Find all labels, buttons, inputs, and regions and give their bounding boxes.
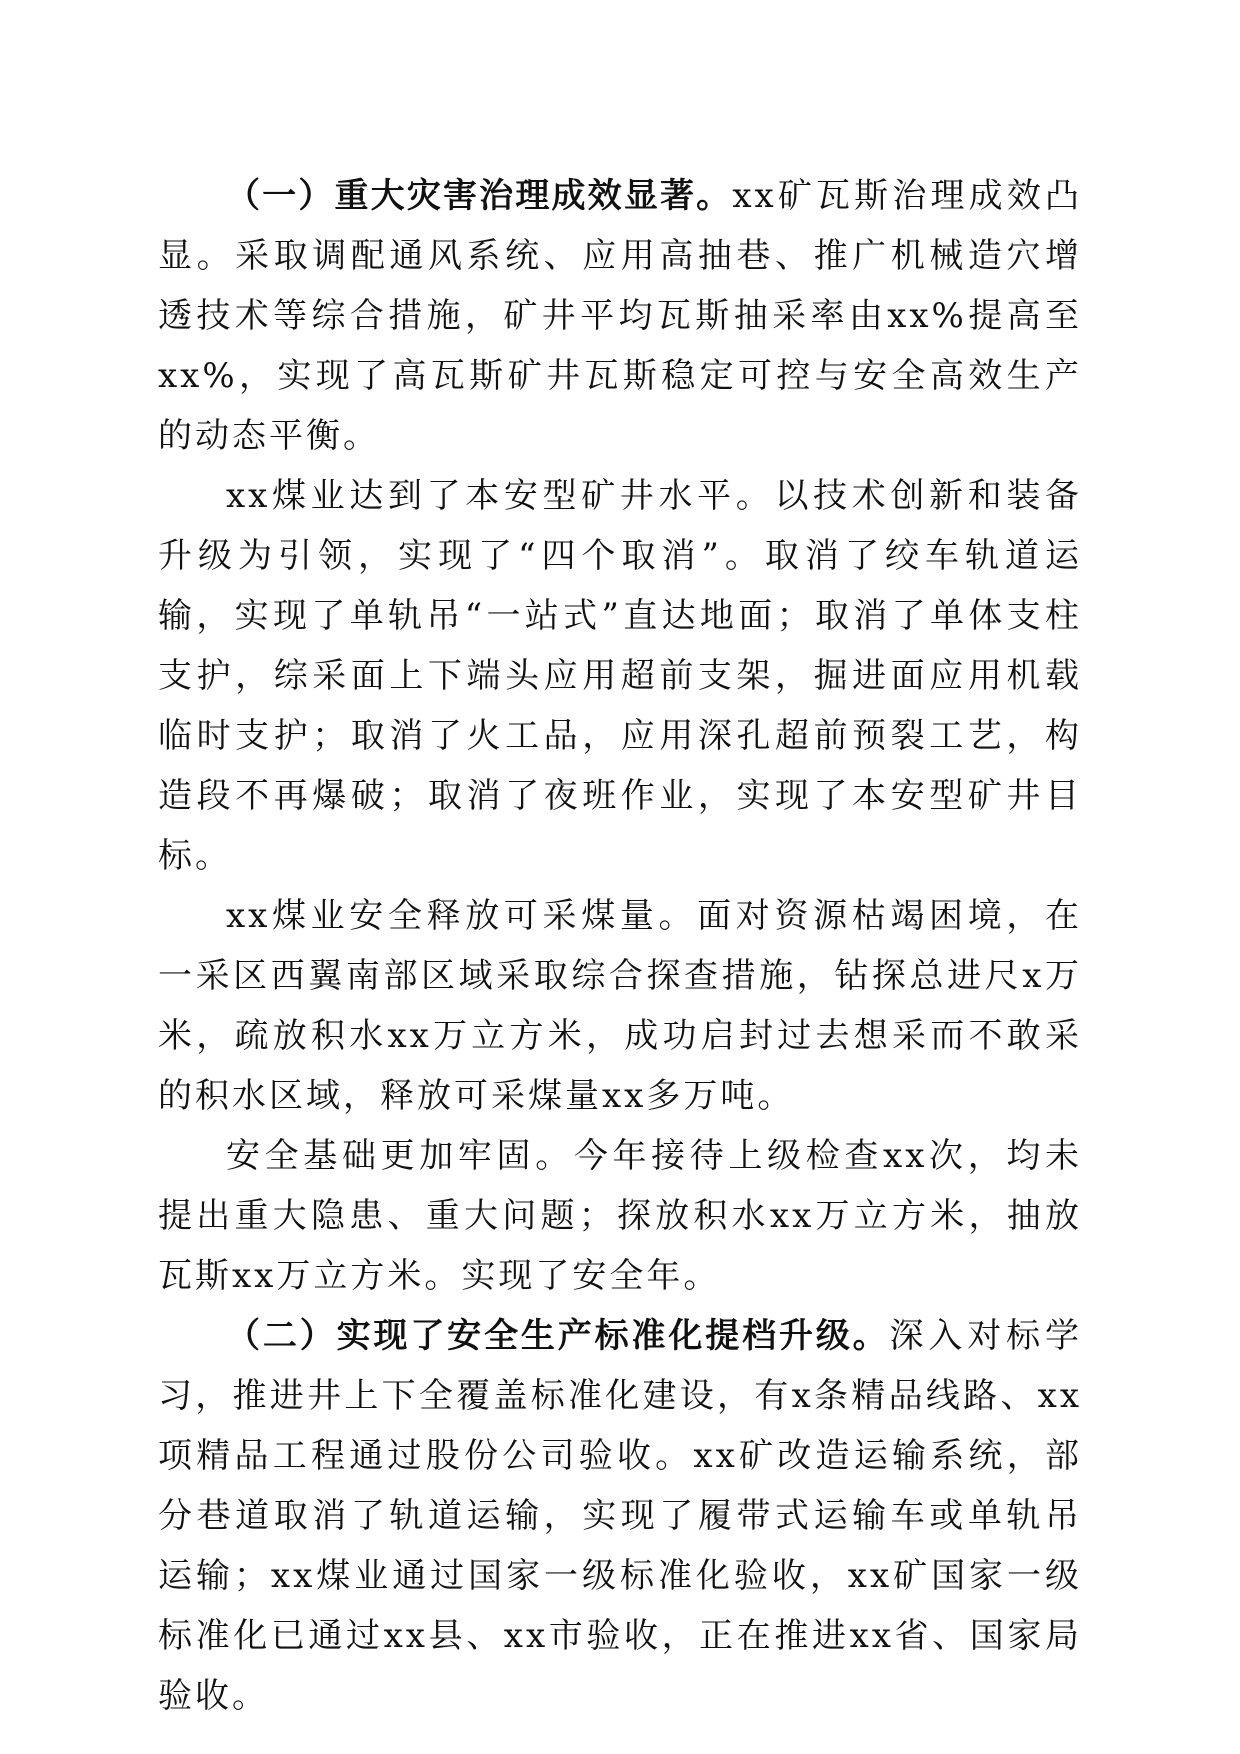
document-page: [158, 166, 1082, 1726]
paragraph-standardization: [158, 1306, 1082, 1726]
paragraph-coal-release: [158, 886, 1082, 1126]
paragraph-disaster-control: [158, 166, 1082, 466]
section-heading-1: （一）重大灾害治理成效显著。: [226, 176, 733, 216]
paragraph-text: xx煤业达到了本安型矿井水平。以技术创新和装备升级为引领，实现了“四个取消”。取消了绞车轨道运输，实现了单轨吊“一站式”直达地面；取消了单体支柱支护，综采面上下端头应用超前支架，掘进面应用机载临时支护；取消了火工品，应用深孔超前预裂工艺，构造段不再爆破；取消了夜班作业，实现了本安型矿井目标。: [158, 476, 1082, 876]
paragraph-safety-foundation: [158, 1126, 1082, 1306]
paragraph-safe-mine: [158, 466, 1082, 886]
paragraph-text: 安全基础更加牢固。今年接待上级检查xx次，均未提出重大隐患、重大问题；探放积水xx万立方米，抽放瓦斯xx万立方米。实现了安全年。: [158, 1136, 1082, 1296]
paragraph-text: xx煤业安全释放可采煤量。面对资源枯竭困境，在一采区西翼南部区域采取综合探查措施，钻探总进尺x万米，疏放积水xx万立方米，成功启封过去想采而不敢采的积水区域，释放可采煤量xx多万吨。: [158, 896, 1082, 1116]
paragraph-text: xx矿瓦斯治理成效凸显。采取调配通风系统、应用高抽巷、推广机械造穴增透技术等综合措施，矿井平均瓦斯抽采率由xx%提高至xx%，实现了高瓦斯矿井瓦斯稳定可控与安全高效生产的动态平衡。: [158, 176, 1083, 456]
paragraph-text: 深入对标学习，推进井上下全覆盖标准化建设，有x条精品线路、xx项精品工程通过股份公司验收。xx矿改造运输系统，部分巷道取消了轨道运输，实现了履带式运输车或单轨吊运输；xx煤业通过国家一级标准化验收，xx矿国家一级标准化已通过xx县、xx市验收，正在推进xx省、国家局验收。: [158, 1316, 1083, 1716]
section-heading-2: （二）实现了安全生产标准化提档升级。: [226, 1316, 890, 1356]
